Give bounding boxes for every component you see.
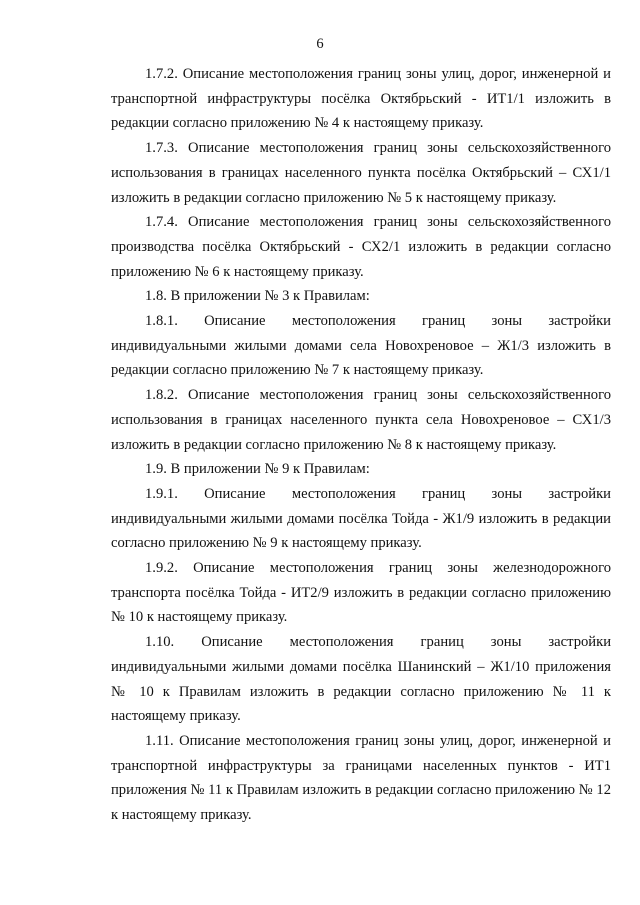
paragraph-1-7-2: 1.7.2. Описание местоположения границ зоны улиц, дорог, инженерной и транспортной инфраструктуры посёлка Октябрьский - ИТ1/1 изложить в редакции согласно приложению № 4 к настоящему приказу. <box>111 66 611 132</box>
paragraph-1-8-1: 1.8.1. Описание местоположения границ зоны застройки индивидуальными жилыми домами села Новохреновое – Ж1/3 изложить в редакции согласно приложению № 7 к настоящему приказу. <box>111 313 611 379</box>
section-heading-1-9: 1.9. В приложении № 9 к Правилам: <box>145 461 370 478</box>
paragraph-1-7-4: 1.7.4. Описание местоположения границ зоны сельскохозяйственного производства посёлка Октябрьский - СХ2/1 изложить в редакции согласно приложению № 6 к настоящему приказу. <box>111 214 611 280</box>
document-body <box>111 62 611 828</box>
paragraph-1-11: 1.11. Описание местоположения границ зоны улиц, дорог, инженерной и транспортной инфраструктуры за границами населенных пунктов - ИТ1 приложения № 11 к Правилам изложить в редакции согласно приложению № 12 к настоящему приказу. <box>111 732 611 824</box>
page-number: 6 <box>316 36 324 52</box>
paragraph-1-9-1: 1.9.1. Описание местоположения границ зоны застройки индивидуальными жилыми домами посёлка Тойда - Ж1/9 изложить в редакции согласно приложению № 9 к настоящему приказу. <box>111 485 611 552</box>
section-heading-1-8: 1.8. В приложении № 3 к Правилам: <box>145 288 370 305</box>
paragraph-1-8-2: 1.8.2. Описание местоположения границ зоны сельскохозяйственного использования в границах населенного пункта села Новохреновое – СХ1/3 изложить в редакции согласно приложению № 8 к настоящему приказу. <box>111 387 611 453</box>
paragraph-1-9-2: 1.9.2. Описание местоположения границ зоны железнодорожного транспорта посёлка Тойда - ИТ2/9 изложить в редакции согласно приложению № 10 к настоящему приказу. <box>111 560 611 626</box>
paragraph-1-10: 1.10. Описание местоположения границ зоны застройки индивидуальными жилыми домами посёлка Шанинский – Ж1/10 приложения № 10 к Правилам изложить в редакции согласно приложению № 11 к настоящему приказу. <box>111 634 611 725</box>
paragraph-1-7-3: 1.7.3. Описание местоположения границ зоны сельскохозяйственного использования в границах населенного пункта посёлка Октябрьский – СХ1/1 изложить в редакции согласно приложению № 5 к настоящему приказу. <box>111 140 611 206</box>
